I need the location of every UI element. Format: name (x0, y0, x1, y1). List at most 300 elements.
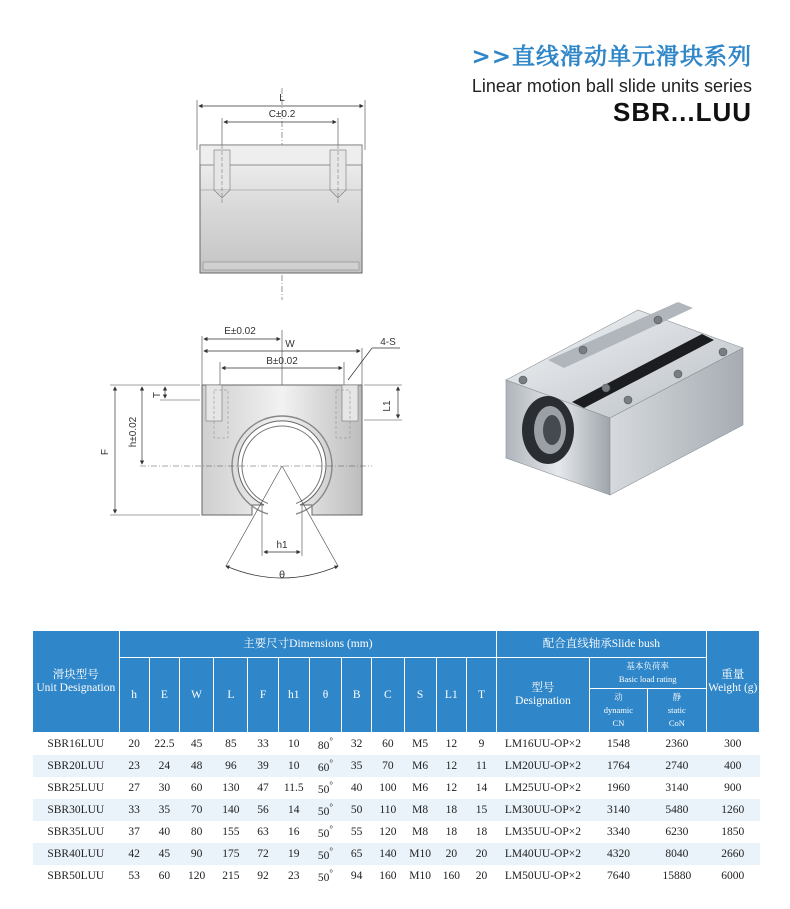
degree-symbol: ° (329, 846, 334, 857)
cell-value: 900 (724, 782, 742, 794)
table-row (33, 843, 760, 865)
cell-value: 3340 (606, 826, 630, 838)
cell-weight (706, 755, 759, 777)
header-h: h (119, 658, 149, 733)
cell-value: 5480 (665, 804, 689, 816)
label-E: E±0.02 (224, 326, 256, 337)
spec-table-body (33, 733, 760, 888)
cell-b (342, 843, 372, 865)
cell-c (372, 733, 404, 756)
cell-value: 27 (128, 782, 140, 794)
header-unit-en: Unit Designation (36, 681, 116, 694)
cell-value: 96 (225, 760, 237, 772)
cell-value: 110 (379, 804, 397, 816)
cell-weight (706, 733, 759, 756)
header-C: C (372, 658, 404, 733)
cell-t (466, 755, 496, 777)
cell-weight (706, 799, 759, 821)
cell-s (404, 865, 436, 887)
cell-value: 50 (317, 871, 330, 884)
cell-theta (309, 821, 341, 843)
cell-e (149, 733, 179, 756)
cell-e (149, 843, 179, 865)
cell-value: 53 (128, 870, 140, 882)
cell-value: 63 (257, 826, 269, 838)
header-weight-en: Weight (g) (708, 681, 758, 694)
cell-value: 160 (379, 870, 397, 882)
header-slide-bush: 配合直线轴承Slide bush (497, 631, 706, 658)
cell-value: 130 (222, 782, 240, 794)
header-dynamic (589, 689, 647, 733)
cell-c (372, 799, 404, 821)
degree-symbol: ° (329, 802, 334, 813)
cell-value: SBR20LUU (47, 760, 105, 772)
cell-unit (33, 865, 120, 887)
header-designation-cn: 型号 (531, 682, 555, 694)
title-chinese: >>直线滑动单元滑块系列 (471, 44, 752, 70)
cell-value: 24 (158, 760, 171, 772)
cell-value: LM25UU-OP×2 (504, 782, 581, 794)
cell-bush (497, 777, 590, 799)
cell-e (149, 777, 179, 799)
cell-value: 120 (187, 870, 206, 882)
cell-value: 18 (445, 804, 458, 816)
header-weight-cn: 重量 (721, 668, 745, 681)
cell-bush (497, 733, 590, 756)
cell-value: LM16UU-OP×2 (504, 738, 581, 750)
cell-value: 155 (222, 826, 240, 838)
cell-value: 12 (445, 738, 458, 750)
cell-dynamic (589, 733, 647, 756)
cell-s (404, 733, 436, 756)
cell-value: 37 (128, 826, 140, 838)
cell-value: 2660 (721, 848, 745, 860)
cell-unit (33, 777, 120, 799)
cell-value: 80 (190, 826, 203, 838)
cell-static (648, 777, 706, 799)
cell-dynamic (589, 865, 647, 887)
cell-value: 140 (379, 848, 397, 860)
cell-value: 8040 (665, 848, 689, 860)
cell-weight (706, 777, 759, 799)
cell-l1 (436, 865, 466, 887)
cell-l1 (436, 755, 466, 777)
cell-theta (309, 733, 341, 756)
cell-value: 2740 (665, 760, 689, 772)
cell-l1 (436, 821, 466, 843)
cell-value: 94 (350, 870, 363, 882)
header-static (648, 689, 706, 733)
cell-l (214, 799, 248, 821)
header-E: E (149, 658, 179, 733)
cell-e (149, 799, 179, 821)
cell-l (214, 777, 248, 799)
cell-value: 6000 (721, 870, 745, 882)
cell-value: 23 (288, 870, 300, 882)
cell-weight (706, 843, 759, 865)
table-row (33, 865, 760, 887)
cell-value: 35 (350, 760, 363, 772)
cell-value: 11.5 (283, 782, 304, 794)
cell-value: 175 (222, 848, 240, 860)
cell-value: 20 (475, 848, 488, 860)
label-T: T (152, 391, 163, 399)
cell-value: 56 (257, 804, 269, 816)
header-S: S (404, 658, 436, 733)
cell-value: 39 (257, 760, 269, 772)
cell-t (466, 821, 496, 843)
cell-f (248, 865, 278, 887)
cell-value: 50 (317, 805, 330, 818)
cell-h1 (278, 755, 309, 777)
cell-value: 215 (222, 870, 240, 882)
cell-t (466, 865, 496, 887)
table-row (33, 755, 760, 777)
header-designation-en: Designation (515, 695, 571, 707)
cell-value: 33 (128, 804, 140, 816)
cell-w (179, 821, 213, 843)
cell-unit (33, 821, 120, 843)
model-series: SBR...LUU (613, 97, 752, 127)
cell-value: LM35UU-OP×2 (504, 826, 581, 838)
cell-s (404, 755, 436, 777)
cell-b (342, 733, 372, 756)
cell-weight (706, 865, 759, 887)
cell-value: 48 (190, 760, 203, 772)
front-view (110, 330, 402, 578)
cell-value: 3140 (665, 782, 689, 794)
title-english: Linear motion ball slide units series (471, 76, 752, 96)
cell-static (648, 733, 706, 756)
cell-value: SBR40LUU (47, 848, 105, 860)
cell-value: 1960 (606, 782, 630, 794)
cell-f (248, 755, 278, 777)
cell-t (466, 733, 496, 756)
cell-value: 90 (190, 848, 203, 860)
label-4S: 4-S (380, 337, 396, 348)
cell-value: 40 (158, 826, 171, 838)
cell-w (179, 799, 213, 821)
header-dynamic-cn: 动 (614, 692, 623, 702)
cell-value: 20 (475, 870, 488, 882)
cell-value: M8 (412, 804, 429, 816)
cell-value: 50 (317, 783, 330, 796)
cell-value: 70 (190, 804, 203, 816)
cell-c (372, 843, 404, 865)
cell-s (404, 799, 436, 821)
cell-value: 47 (257, 782, 269, 794)
cell-l1 (436, 799, 466, 821)
cell-h1 (278, 799, 309, 821)
cell-value: 15 (475, 804, 488, 816)
cell-value: 55 (350, 826, 363, 838)
cell-t (466, 843, 496, 865)
cell-static (648, 843, 706, 865)
cell-value: 140 (222, 804, 240, 816)
cell-value: 30 (158, 782, 171, 794)
cell-s (404, 821, 436, 843)
cell-value: LM40UU-OP×2 (504, 848, 581, 860)
cell-h1 (278, 821, 309, 843)
header-load-rating (589, 658, 706, 689)
cell-h (119, 821, 149, 843)
cell-value: M8 (412, 826, 429, 838)
header-F: F (248, 658, 278, 733)
degree-symbol: ° (329, 824, 334, 835)
cell-theta (309, 777, 341, 799)
cell-value: 80 (317, 739, 330, 752)
cell-theta (309, 865, 341, 887)
cell-value: 50 (350, 804, 363, 816)
cell-value: 1764 (606, 760, 630, 772)
cell-bush (497, 755, 590, 777)
cell-value: SBR25LUU (47, 782, 105, 794)
cell-static (648, 755, 706, 777)
label-theta: θ (278, 570, 286, 581)
cell-value: 42 (128, 848, 140, 860)
cell-value: 10 (288, 760, 300, 772)
header-L1: L1 (436, 658, 466, 733)
cell-value: 50 (317, 827, 330, 840)
cell-weight (706, 821, 759, 843)
cell-value: LM20UU-OP×2 (504, 760, 581, 772)
label-W: W (285, 339, 295, 350)
cell-h1 (278, 733, 309, 756)
cell-h (119, 843, 149, 865)
label-h: h±0.02 (128, 416, 139, 448)
cell-bush (497, 865, 590, 887)
header-unit (33, 631, 120, 733)
cell-s (404, 843, 436, 865)
cell-c (372, 865, 404, 887)
cell-f (248, 799, 278, 821)
header-static-cn: 静 (672, 692, 682, 702)
cell-bush (497, 821, 590, 843)
cell-value: 14 (288, 804, 300, 816)
label-h1: h1 (276, 540, 288, 551)
cell-value: 7640 (606, 870, 630, 882)
cell-bush (497, 799, 590, 821)
header-theta: θ (309, 658, 341, 733)
cell-value: 16 (288, 826, 300, 838)
cell-value: 60 (317, 761, 330, 774)
cell-value: 160 (442, 870, 460, 882)
cell-w (179, 777, 213, 799)
cell-unit (33, 733, 120, 756)
cell-l (214, 865, 248, 887)
cell-value: 100 (379, 782, 397, 794)
header-load-en: Basic load rating (618, 674, 677, 684)
label-L: L (279, 93, 285, 104)
cell-theta (309, 755, 341, 777)
cell-s (404, 777, 436, 799)
cell-value: LM50UU-OP×2 (504, 870, 581, 882)
cell-value: 10 (288, 738, 300, 750)
cell-h1 (278, 843, 309, 865)
cell-value: 3140 (606, 804, 630, 816)
label-B: B±0.02 (266, 356, 298, 367)
table-row (33, 821, 760, 843)
cell-value: 65 (350, 848, 363, 860)
cell-value: 22.5 (154, 738, 175, 750)
cell-value: 40 (350, 782, 363, 794)
cell-e (149, 821, 179, 843)
cell-b (342, 755, 372, 777)
cell-c (372, 755, 404, 777)
cell-theta (309, 843, 341, 865)
cell-value: LM30UU-OP×2 (504, 804, 581, 816)
cell-l (214, 821, 248, 843)
header-unit-cn: 滑块型号 (52, 668, 99, 681)
cell-value: 15880 (662, 870, 692, 882)
degree-symbol: ° (329, 780, 334, 791)
cell-static (648, 821, 706, 843)
cell-l (214, 755, 248, 777)
cell-f (248, 821, 278, 843)
cell-value: 20 (445, 848, 458, 860)
label-L1: L1 (382, 400, 393, 412)
spec-table (32, 630, 760, 887)
cell-value: 45 (190, 738, 203, 750)
cell-b (342, 799, 372, 821)
cell-value: 6230 (665, 826, 689, 838)
header-weight (706, 631, 759, 733)
cell-f (248, 777, 278, 799)
cell-unit (33, 843, 120, 865)
cell-e (149, 755, 179, 777)
cell-value: M6 (412, 760, 429, 772)
cell-value: 70 (382, 760, 394, 772)
label-F: F (100, 448, 111, 456)
cell-t (466, 799, 496, 821)
cell-value: SBR16LUU (47, 738, 105, 750)
cell-unit (33, 799, 120, 821)
cell-value: 35 (158, 804, 171, 816)
cell-h (119, 799, 149, 821)
cell-dynamic (589, 755, 647, 777)
header-designation (497, 658, 590, 733)
cell-h1 (278, 777, 309, 799)
cell-b (342, 777, 372, 799)
degree-symbol: ° (329, 868, 334, 879)
cell-value: 4320 (606, 848, 630, 860)
cell-b (342, 865, 372, 887)
cell-static (648, 865, 706, 887)
header-dimensions: 主要尺寸Dimensions (mm) (119, 631, 497, 658)
header-L: L (214, 658, 248, 733)
cell-value: 32 (350, 738, 363, 750)
cell-value: 60 (190, 782, 203, 794)
cell-dynamic (589, 843, 647, 865)
cell-value: 85 (225, 738, 237, 750)
degree-symbol: ° (329, 736, 334, 747)
cell-value: 1850 (721, 826, 745, 838)
cell-value: 18 (475, 826, 488, 838)
cell-h (119, 755, 149, 777)
cell-w (179, 755, 213, 777)
cell-value: M10 (409, 848, 431, 860)
cell-value: SBR50LUU (47, 870, 105, 882)
cell-value: 33 (257, 738, 269, 750)
header-dynamic-unit: CN (612, 718, 625, 728)
cell-b (342, 821, 372, 843)
header-static-unit: CoN (668, 718, 685, 728)
cell-value: 12 (445, 782, 458, 794)
table-row (33, 799, 760, 821)
cell-value: 1548 (606, 738, 630, 750)
cell-value: 18 (445, 826, 458, 838)
cell-h (119, 733, 149, 756)
cell-l (214, 843, 248, 865)
cell-value: 120 (379, 826, 397, 838)
header-W: W (179, 658, 213, 733)
cell-value: 60 (382, 738, 394, 750)
cell-f (248, 733, 278, 756)
header-load-cn: 基本负荷率 (626, 661, 669, 671)
cell-value: 1260 (721, 804, 745, 816)
cell-c (372, 821, 404, 843)
header-static-en: static (667, 705, 686, 715)
cell-value: M6 (412, 782, 429, 794)
table-row (33, 733, 760, 756)
cell-e (149, 865, 179, 887)
cell-static (648, 799, 706, 821)
degree-symbol: ° (329, 758, 334, 769)
header-T: T (466, 658, 496, 733)
cell-value: 20 (128, 738, 140, 750)
cell-value: 50 (317, 849, 330, 862)
cell-l1 (436, 843, 466, 865)
cell-value: 300 (724, 738, 742, 750)
label-C: C±0.2 (268, 109, 296, 120)
header-B: B (342, 658, 372, 733)
header-dynamic-en: dynamic (603, 705, 634, 715)
cell-value: 92 (257, 870, 269, 882)
cell-value: M10 (409, 870, 431, 882)
cell-t (466, 777, 496, 799)
cell-value: SBR35LUU (47, 826, 105, 838)
cell-c (372, 777, 404, 799)
cell-value: 72 (257, 848, 269, 860)
cell-w (179, 865, 213, 887)
cell-unit (33, 755, 120, 777)
cell-value: 12 (445, 760, 458, 772)
cell-value: 9 (478, 738, 485, 750)
cell-h (119, 777, 149, 799)
product-photo (488, 290, 758, 510)
cell-l1 (436, 733, 466, 756)
cell-l1 (436, 777, 466, 799)
cell-h (119, 865, 149, 887)
cell-f (248, 843, 278, 865)
cell-bush (497, 843, 590, 865)
cell-value: 19 (288, 848, 300, 860)
cell-w (179, 733, 213, 756)
cell-value: M5 (412, 738, 429, 750)
cell-value: SBR30LUU (47, 804, 105, 816)
cell-l (214, 733, 248, 756)
cell-value: 23 (128, 760, 140, 772)
cell-h1 (278, 865, 309, 887)
header-h1: h1 (278, 658, 309, 733)
cell-value: 2360 (665, 738, 689, 750)
cell-dynamic (589, 799, 647, 821)
cell-value: 45 (158, 848, 171, 860)
cell-theta (309, 799, 341, 821)
cell-w (179, 843, 213, 865)
cell-dynamic (589, 777, 647, 799)
cell-value: 60 (158, 870, 171, 882)
